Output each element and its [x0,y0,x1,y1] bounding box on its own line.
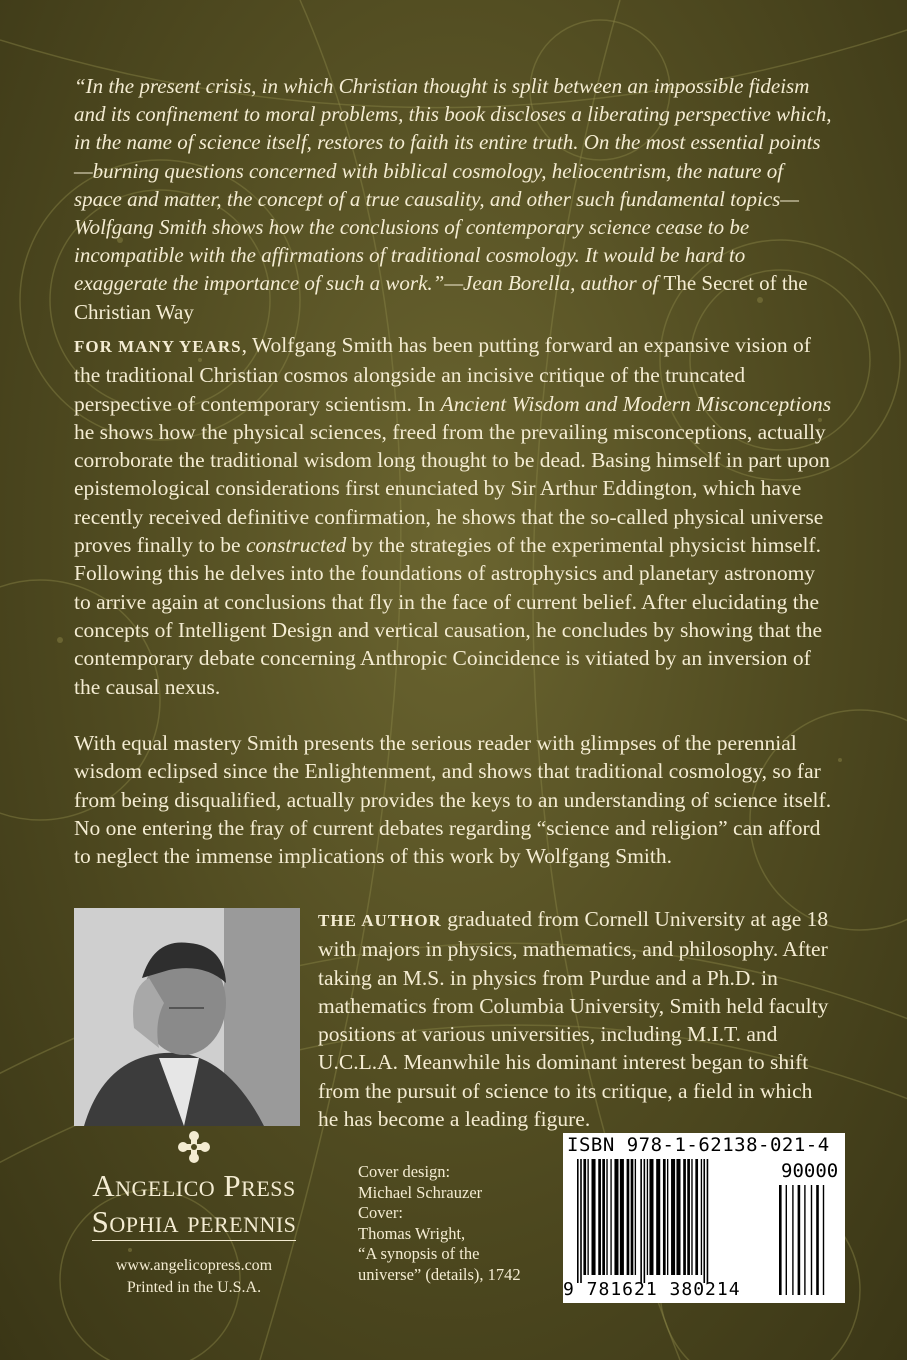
barcode-bar [640,1159,642,1283]
barcode-bar [671,1159,675,1275]
barcode-bar [683,1159,686,1275]
barcode-bar [649,1159,653,1275]
author-bio [318,905,834,1133]
barcode-bar [592,1159,596,1275]
barcode-bar [631,1159,634,1275]
credit-line: Cover: [358,1203,403,1222]
ean-digits: 9 781621 380214 [563,1279,741,1300]
paragraph-1-text-b: he shows how the physical sciences, freed from the prevailing misconceptions, actually corroborate the traditional wisdom long thought to be dead. Basing himself in part upon epistemological considerations first enunciated by Sir Arthur Eddington, which have recently received definitive confirmation, he shows that the so-called physical universe proves finally to be [74,419,830,558]
barcode-bar [627,1159,630,1275]
author-portrait-icon [74,908,300,1126]
barcode-bar [580,1159,582,1283]
quote-text: “In the present crisis, in which Christian thought is split between an impossible fideism and its confinement to moral problems, this book discloses a liberating perspective which, in the name of science itself, restores to faith its entire truth. On the most essential points—burning questions concerned with biblical cosmology, heliocentrism, the nature of space and matter, the concept of a true causality, and other such fundamental topics—Wolfgang Smith shows how the conclusions of contemporary science cease to be incompatible with the affirmations of traditional cosmology. It would be hard to exaggerate the importance of such a work.” [74,74,832,296]
barcode-bar [577,1159,579,1283]
barcode-bar [598,1159,601,1275]
isbn-number: ISBN 978-1-62138-021-4 [567,1134,830,1156]
cross-logo-icon [177,1130,211,1164]
author-photo [74,908,300,1126]
paragraph-2-text: With equal mastery Smith presents the serious reader with glimpses of the perennial wisdom eclipsed since the Enlightenment, and shows that traditional cosmology, so far from being disqualified, actually provides the keys to an understanding of science itself. No one entering the fray of current debates regarding “science and religion” can afford to neglect the immense implications of this work by Wolfgang Smith. [74,731,832,869]
quote-attribution-mid: , author of [570,271,664,296]
quote-author-name: Jean Borella [463,271,571,296]
credit-line: Thomas Wright, [358,1223,466,1243]
author-bio-lead: THE AUTHOR [318,911,442,930]
paragraph-1-text-c: by the strategies of the experimental physicist himself. Following this he delves into the foundations of astrophysics and planetary astronomy to arrive again at conclusions that fly in the face of current belief. After elucidating the concepts of Intelligent Design and vertical causation, he concludes by showing that the contemporary debate concerning Anthropic Coincidence is vitiated by an inversion of the causal nexus. [74,533,823,699]
barcode-bar [667,1159,668,1275]
cover-credits [358,1162,538,1285]
publisher-url[interactable]: www.angelicopress.com [115,1257,273,1274]
addon-bar [811,1185,812,1295]
author-bio-text: graduated from Cornell University at age 18 with majors in physics, mathematics, and philosophy. After taking an M.S. in physics from Purdue and a Ph.D. in mathematics from Columbia University, Smith held faculty positions at various universities, including M.I.T. and U.C.L.A. Meanwhile his dominant interest began to shift from the pursuit of science to its critique, a field in which he has become a leading figure. [318,907,829,1132]
barcode-bar [587,1159,588,1275]
credit-line: “A synopsis of the [358,1244,480,1263]
credit-line: Cover design: [358,1162,451,1181]
publisher-name-angelico: Angelico Press [92,1168,296,1203]
barcode-bar [703,1159,705,1283]
barcode-bar [707,1159,709,1283]
addon-bar [804,1185,805,1295]
barcode-bar [676,1159,680,1275]
barcode-bar [701,1159,702,1275]
addon-bar [792,1185,793,1295]
quote-book-title: The Secret of the Christian Way [74,271,808,324]
barcode-bar [663,1159,666,1275]
barcode-bar [602,1159,605,1275]
printed-in: Printed in the U.S.A. [126,1279,262,1296]
addon-bar [816,1185,819,1295]
barcode-bar [635,1159,636,1275]
paragraph-1-lead: FOR MANY YEARS [74,337,242,356]
barcode-bar [691,1159,692,1275]
publisher-name-sophia: Sophia perennis [91,1204,297,1239]
price-code: 90000 [781,1160,839,1182]
barcode-bar [647,1159,648,1275]
addon-bar [786,1185,787,1295]
barcode-bar [644,1159,646,1283]
credit-line: Michael Schrauzer [358,1182,483,1202]
addon-bar [779,1185,782,1295]
barcode-bar [606,1159,607,1275]
barcode-bar [614,1159,618,1275]
barcode-bar [610,1159,611,1275]
barcode-bar [695,1159,698,1275]
description-paragraph-1 [74,331,834,701]
quote-dash: — [444,271,464,296]
book-title: Ancient Wisdom and Modern Misconceptions [440,391,832,416]
isbn-barcode [563,1133,845,1303]
barcode-bar [656,1159,660,1275]
credit-line: universe” (details), 1742 [358,1264,521,1284]
barcode-bars [563,1133,845,1303]
addon-bar [823,1185,824,1295]
paragraph-1-text-a: , Wolfgang Smith has been putting forward an expansive vision of the traditional Christian cosmos alongside an incisive critique of the truncated perspective of contemporary scientism. In [74,333,811,416]
barcode-bar [583,1159,586,1275]
endorsement-quote [74,72,834,326]
description-paragraph-2 [74,729,834,870]
barcode-bar [687,1159,690,1275]
emphasis-constructed: constructed [245,533,347,558]
barcode-bar [620,1159,624,1275]
publisher-block [60,1130,328,1297]
addon-bar [798,1185,801,1295]
